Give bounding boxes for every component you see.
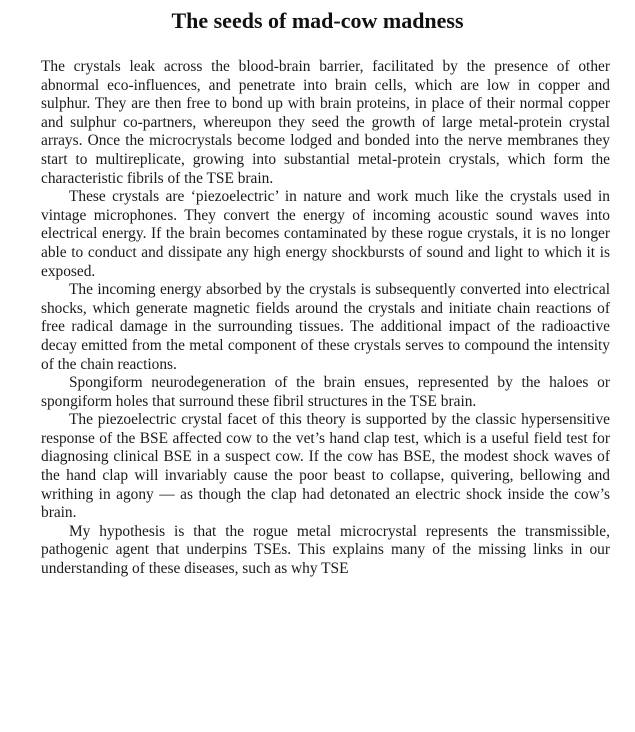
paragraph-4: Spongiform neurodegeneration of the brain ensues, represented by the haloes or spongiform holes that surround these fibril structures in the TSE brain. (41, 374, 610, 410)
page-title: The seeds of mad-cow madness (171, 8, 464, 33)
paragraph-6: My hypothesis is that the rogue metal microcrystal represents the transmissible, pathogenic agent that underpins TSEs. This explains many of the missing links in our understanding of these diseases, such as why TSE (41, 522, 610, 578)
paragraph-5: The piezoelectric crystal facet of this theory is supported by the classic hypersensitive response of the BSE affected cow to the vet’s hand clap test, which is a useful field test for diagnosing clinical BSE in a suspect cow. If the cow has BSE, the modest shock waves of the hand clap will invariably cause the poor beast to collapse, quivering, bellowing and writhing in agony — as though the clap had detonated an electric shock inside the cow’s brain. (41, 411, 610, 522)
paragraph-2: These crystals are ‘piezoelectric’ in nature and work much like the crystals used in vintage microphones. They convert the energy of incoming acoustic sound waves into electrical energy. If the brain becomes contaminated by these rogue crystals, it is no longer able to conduct and dissipate any high energy shockbursts of sound and light to which it is exposed. (41, 188, 610, 280)
paragraph-1: The crystals leak across the blood-brain barrier, facilitated by the presence of other abnormal eco-influences, and penetrate into brain cells, which are low in copper and sulphur. They are then free to bond up with brain proteins, in place of their normal copper and sulphur co-partners, whereupon they seed the growth of large metal-protein crystal arrays. Once the microcrystals become lodged and bonded into the nerve membranes they start to multireplicate, growing into substantial metal-protein crystals, which form the characteristic fibrils of the TSE brain. (41, 58, 610, 187)
paragraph-3: The incoming energy absorbed by the crystals is subsequently converted into electrical shocks, which generate magnetic fields around the crystals and initiate chain reactions of free radical damage in the surrounding tissues. The additional impact of the radioactive decay emitted from the metal component of these crystals serves to compound the intensity of the chain reactions. (41, 281, 610, 373)
body-text (41, 58, 610, 579)
